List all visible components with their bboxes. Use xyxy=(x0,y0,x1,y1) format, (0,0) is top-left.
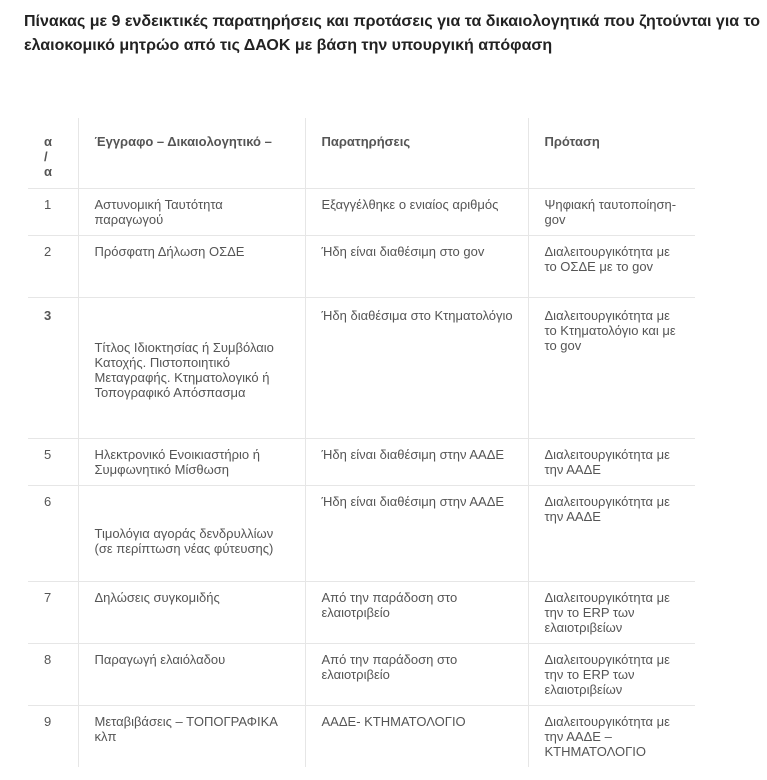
table-row xyxy=(28,188,695,235)
row-document: Ηλεκτρονικό Ενοικιαστήριο ή Συμφωνητικό Μίσθωση xyxy=(94,446,260,477)
row-proposal: Διαλειτουργικότητα με το ΟΣΔΕ με το gov xyxy=(544,243,670,274)
table-header-row xyxy=(28,118,695,188)
row-document: Τίτλος Ιδιοκτησίας ή Συμβόλαιο Κατοχής. Πιστοποιητικό Μεταγραφής. Κτηματολογικό ή Τοπογραφικό Απόσπασμα xyxy=(94,339,274,400)
table-row xyxy=(28,643,695,705)
documents-table xyxy=(28,118,695,767)
row-proposal: Διαλειτουργικότητα με την ΑΑΔΕ xyxy=(544,446,670,477)
row-remarks: Από την παράδοση στο ελαιοτριβείο xyxy=(321,651,458,682)
row-number: 6 xyxy=(44,493,52,509)
table-row xyxy=(28,438,695,485)
table-row xyxy=(28,705,695,767)
page-title: Πίνακας με 9 ενδεικτικές παρατηρήσεις και προτάσεις για τα δικαιολογητικά που ζητούνται για το ελαιοκομικό μητρώο από τις ΔΑΟΚ με βάση την υπουργική απόφαση xyxy=(24,13,761,54)
row-proposal: Διαλειτουργικότητα με την ΑΑΔΕ – ΚΤΗΜΑΤΟΛΟΓΙΟ xyxy=(544,713,670,759)
row-number: 7 xyxy=(44,589,52,605)
header-number: α / α xyxy=(44,134,52,179)
row-document: Παραγωγή ελαιόλαδου xyxy=(94,651,226,667)
row-number: 9 xyxy=(44,713,52,729)
row-document: Αστυνομική Ταυτότητα παραγωγού xyxy=(94,196,223,227)
table-row xyxy=(28,581,695,643)
row-remarks: Από την παράδοση στο ελαιοτριβείο xyxy=(321,589,458,620)
row-number: 1 xyxy=(44,196,52,212)
header-proposal: Πρόταση xyxy=(544,134,600,149)
header-remarks: Παρατηρήσεις xyxy=(321,134,411,149)
row-proposal: Ψηφιακή ταυτοποίηση- gov xyxy=(544,196,677,227)
table-row xyxy=(28,485,695,581)
row-remarks: ΑΑΔΕ- ΚΤΗΜΑΤΟΛΟΓΙΟ xyxy=(321,713,466,729)
row-proposal: Διαλειτουργικότητα με την το ERP των ελαιοτριβείων xyxy=(544,589,670,635)
row-proposal: Διαλειτουργικότητα με την το ERP των ελαιοτριβείων xyxy=(544,651,670,697)
table-row xyxy=(28,235,695,297)
header-document: Έγγραφο – Δικαιολογητικό – xyxy=(94,134,272,149)
row-number: 5 xyxy=(44,446,52,462)
row-proposal: Διαλειτουργικότητα με την ΑΑΔΕ xyxy=(544,493,670,524)
row-number: 2 xyxy=(44,243,52,259)
row-remarks: Ήδη είναι διαθέσιμη στην ΑΑΔΕ xyxy=(321,493,505,509)
row-document: Δηλώσεις συγκομιδής xyxy=(94,589,220,605)
row-number: 8 xyxy=(44,651,52,667)
row-remarks: Ήδη είναι διαθέσιμη στην ΑΑΔΕ xyxy=(321,446,505,462)
row-number: 3 xyxy=(44,307,52,323)
row-document: Πρόσφατη Δήλωση ΟΣΔΕ xyxy=(94,243,245,259)
table-row xyxy=(28,297,695,438)
row-remarks: Εξαγγέλθηκε ο ενιαίος αριθμός xyxy=(321,196,499,212)
row-remarks: Ήδη είναι διαθέσιμη στο gov xyxy=(321,243,485,259)
row-proposal: Διαλειτουργικότητα με το Κτηματολόγιο και με το gov xyxy=(544,307,676,353)
row-document: Μεταβιβάσεις – ΤΟΠΟΓΡΑΦΙΚΑ κλπ xyxy=(94,713,278,744)
row-remarks: Ήδη διαθέσιμα στο Κτηματολόγιο xyxy=(321,307,513,323)
row-document: Τιμολόγια αγοράς δενδρυλλίων (σε περίπτωση νέας φύτευσης) xyxy=(94,525,274,556)
